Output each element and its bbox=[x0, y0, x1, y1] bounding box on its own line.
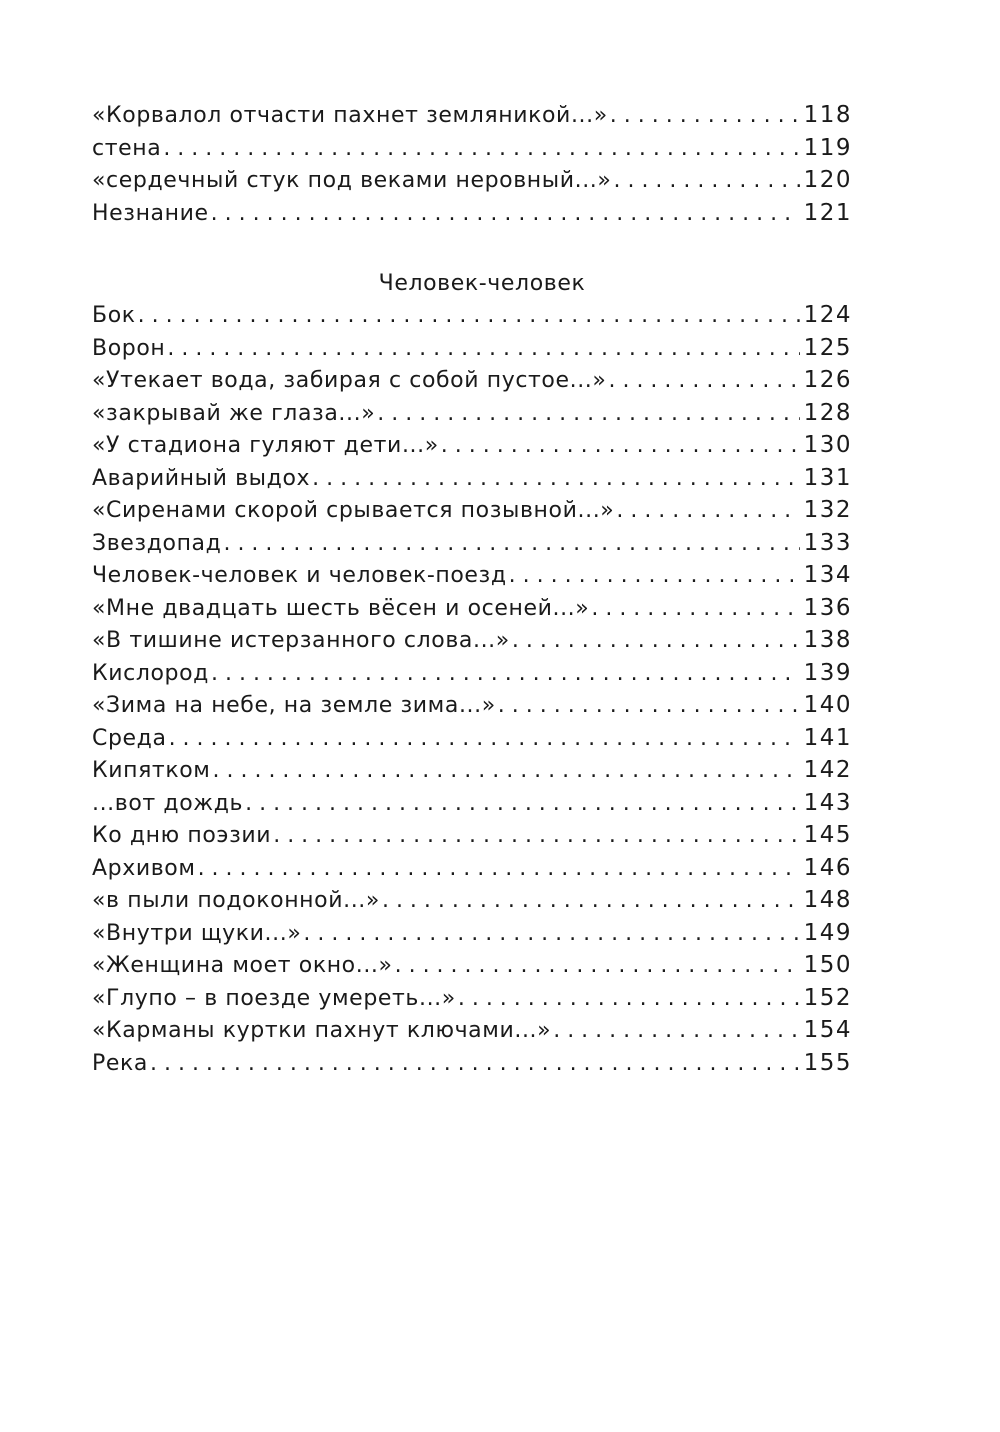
dot-leader bbox=[382, 888, 800, 913]
toc-entry-page-number: 142 bbox=[803, 757, 852, 783]
toc-entry bbox=[92, 660, 852, 693]
toc-entry bbox=[92, 1017, 852, 1050]
dot-leader bbox=[553, 1018, 799, 1043]
dot-leader bbox=[441, 433, 800, 458]
dot-leader bbox=[211, 661, 800, 686]
toc-entry-page-number: 152 bbox=[803, 984, 852, 1011]
toc-entry-title: «Сиренами скорой срывается позывной...» bbox=[92, 498, 615, 523]
toc-entry-page-number: 141 bbox=[803, 724, 852, 751]
toc-entry-page-number: 124 bbox=[803, 302, 852, 328]
toc-entry-title: «У стадиона гуляют дети...» bbox=[92, 433, 439, 458]
dot-leader bbox=[303, 921, 799, 946]
toc-entry-title: ...вот дождь bbox=[92, 790, 244, 816]
dot-leader bbox=[163, 136, 799, 161]
toc-entry-page-number: 136 bbox=[803, 594, 852, 621]
toc-entry-page-number: 128 bbox=[803, 399, 852, 426]
toc-entry-title: «сердечный стук под веками неровный...» bbox=[92, 168, 612, 193]
toc-entry-title: Архивом bbox=[92, 855, 196, 881]
toc-entry-title: Звездопад bbox=[92, 530, 222, 556]
dot-leader bbox=[498, 693, 800, 718]
dot-leader bbox=[613, 168, 799, 193]
toc-entry bbox=[92, 757, 852, 790]
toc-entry bbox=[92, 335, 852, 368]
toc-entry-page-number: 134 bbox=[803, 562, 852, 588]
toc-entry-title: «Внутри щуки...» bbox=[92, 920, 302, 946]
toc-entry-page-number: 118 bbox=[803, 102, 852, 128]
dot-leader bbox=[608, 368, 799, 393]
toc-entry bbox=[92, 167, 852, 200]
toc-entry-title: «закрывай же глаза...» bbox=[92, 400, 376, 426]
toc-entry-page-number: 148 bbox=[803, 887, 852, 913]
toc-entry-title: «в пыли подоконной...» bbox=[92, 888, 380, 913]
toc-entry-title: «В тишине истерзанного слова...» bbox=[92, 628, 510, 653]
dot-leader bbox=[377, 401, 799, 426]
toc-entry bbox=[92, 200, 852, 233]
toc-entry-title: Бок bbox=[92, 303, 136, 328]
toc-entry bbox=[92, 855, 852, 888]
toc-section-list bbox=[92, 302, 852, 1082]
toc-entry-page-number: 126 bbox=[803, 367, 852, 393]
section-heading: Человек-человек bbox=[378, 271, 586, 296]
toc-entry-page-number: 125 bbox=[803, 334, 852, 361]
toc-entry bbox=[92, 1050, 852, 1083]
toc-entry-page-number: 130 bbox=[803, 432, 852, 458]
toc-entry bbox=[92, 562, 852, 595]
toc-entry bbox=[92, 400, 852, 433]
dot-leader bbox=[273, 823, 799, 848]
toc-entry-title: «Мне двадцать шесть вёсен и осеней...» bbox=[92, 595, 590, 621]
toc-entry-title: «Женщина моет окно...» bbox=[92, 953, 393, 978]
toc-entry-page-number: 140 bbox=[803, 692, 852, 718]
dot-leader bbox=[458, 986, 800, 1011]
toc-entry bbox=[92, 627, 852, 660]
toc-entry-page-number: 145 bbox=[803, 822, 852, 848]
toc-entry-title: «Корвалол отчасти пахнет земляникой...» bbox=[92, 103, 608, 128]
toc-entry-title: Незнание bbox=[92, 200, 209, 226]
toc-section bbox=[92, 270, 852, 1082]
toc-entry-title: Кислород bbox=[92, 660, 209, 686]
toc-entry-title: «Утекает вода, забирая с собой пустое...» bbox=[92, 368, 607, 393]
toc-entry-title: «Глупо – в поезде умереть...» bbox=[92, 985, 456, 1011]
toc-entry bbox=[92, 985, 852, 1018]
dot-leader bbox=[150, 1051, 800, 1076]
dot-leader bbox=[167, 336, 799, 361]
toc-entry bbox=[92, 302, 852, 335]
toc-entry-title: Человек-человек и человек-поезд bbox=[92, 563, 507, 588]
dot-leader bbox=[395, 953, 800, 978]
toc-entry-page-number: 143 bbox=[803, 789, 852, 816]
dot-leader bbox=[213, 758, 800, 783]
toc-entry bbox=[92, 887, 852, 920]
toc-entry bbox=[92, 432, 852, 465]
dot-leader bbox=[211, 201, 800, 226]
toc-entry-page-number: 138 bbox=[803, 627, 852, 653]
toc-entry-title: Аварийный выдох bbox=[92, 465, 311, 491]
dot-leader bbox=[245, 791, 800, 816]
toc-entry bbox=[92, 530, 852, 563]
toc-entry bbox=[92, 725, 852, 758]
toc-entry-page-number: 155 bbox=[803, 1049, 852, 1076]
toc-entry-title: Река bbox=[92, 1050, 148, 1076]
dot-leader bbox=[169, 726, 800, 751]
toc-entry-page-number: 119 bbox=[803, 134, 852, 161]
toc-entry-title: Ко дню поэзии bbox=[92, 823, 272, 848]
dot-leader bbox=[616, 498, 799, 523]
toc-entry-page-number: 150 bbox=[803, 952, 852, 978]
toc-entry bbox=[92, 465, 852, 498]
toc-entry bbox=[92, 822, 852, 855]
toc-top-list bbox=[92, 102, 852, 232]
toc-entry bbox=[92, 367, 852, 400]
dot-leader bbox=[223, 531, 799, 556]
toc-entry-title: «Зима на небе, на земле зима...» bbox=[92, 693, 496, 718]
toc-entry-page-number: 149 bbox=[803, 919, 852, 946]
dot-leader bbox=[591, 596, 799, 621]
toc-entry bbox=[92, 952, 852, 985]
toc-entry-page-number: 133 bbox=[803, 529, 852, 556]
toc-entry bbox=[92, 790, 852, 823]
toc-entry-page-number: 146 bbox=[803, 854, 852, 881]
dot-leader bbox=[610, 103, 800, 128]
toc-entry-title: Среда bbox=[92, 725, 167, 751]
toc-entry-page-number: 120 bbox=[803, 167, 852, 193]
toc-entry-title: стена bbox=[92, 135, 162, 161]
dot-leader bbox=[509, 563, 800, 588]
toc-entry-title: «Карманы куртки пахнут ключами...» bbox=[92, 1018, 552, 1043]
dot-leader bbox=[312, 466, 799, 491]
toc-entry-page-number: 131 bbox=[803, 464, 852, 491]
toc-entry bbox=[92, 102, 852, 135]
toc-entry-page-number: 154 bbox=[803, 1017, 852, 1043]
toc-entry bbox=[92, 920, 852, 953]
toc-entry-page-number: 121 bbox=[803, 199, 852, 226]
toc-entry-page-number: 139 bbox=[803, 659, 852, 686]
dot-leader bbox=[512, 628, 800, 653]
toc-entry-title: Ворон bbox=[92, 335, 166, 361]
dot-leader bbox=[138, 303, 800, 328]
toc-entry bbox=[92, 595, 852, 628]
toc-entry bbox=[92, 497, 852, 530]
toc-entry-page-number: 132 bbox=[803, 497, 852, 523]
toc-entry bbox=[92, 692, 852, 725]
toc-entry bbox=[92, 135, 852, 168]
dot-leader bbox=[198, 856, 800, 881]
toc-entry-title: Кипятком bbox=[92, 758, 211, 783]
